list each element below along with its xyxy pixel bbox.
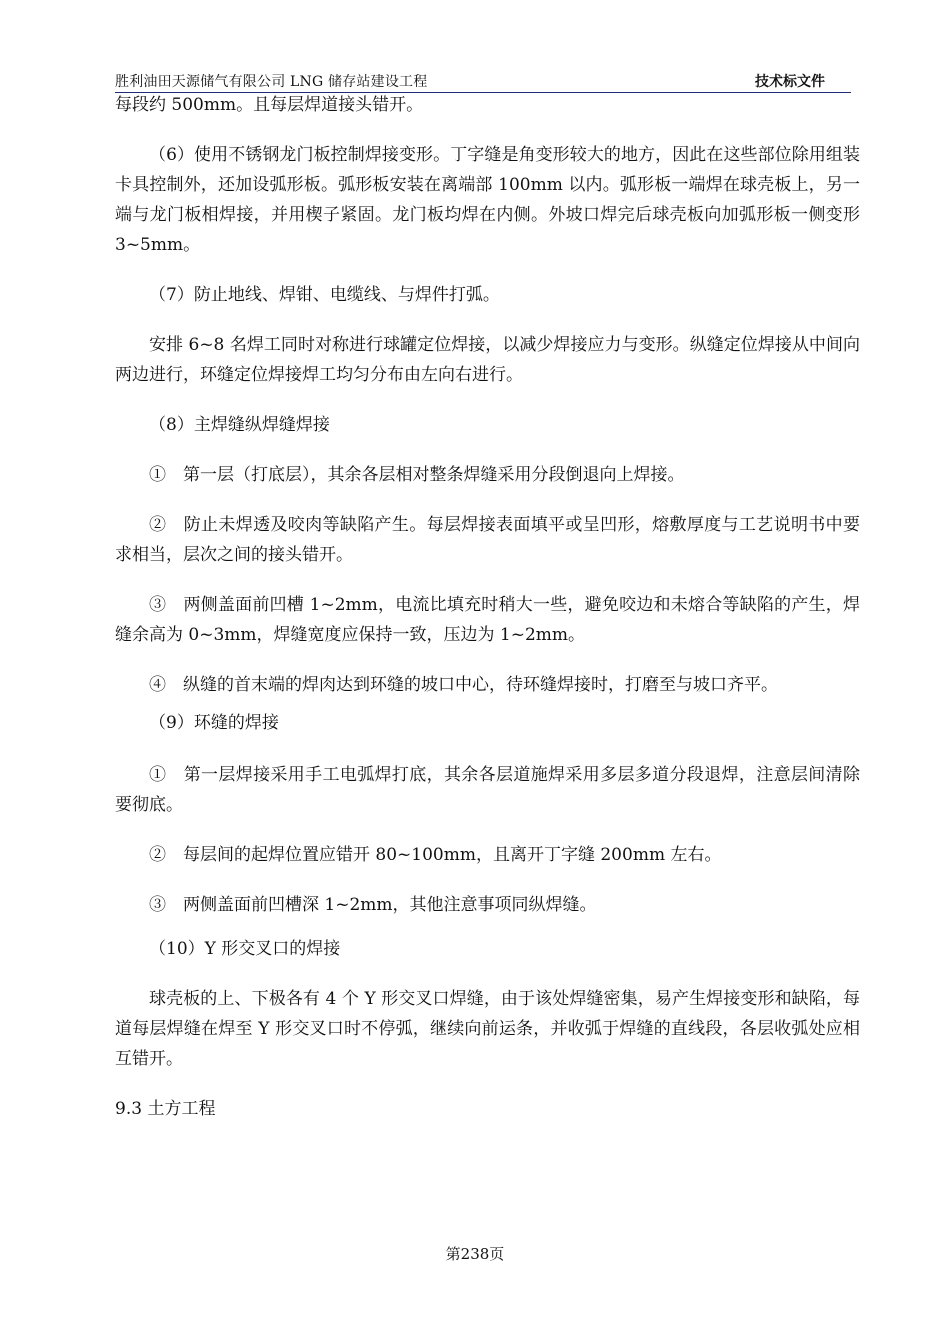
paragraph-tack-welding: 安排 6~8 名焊工同时对称进行球罐定位焊接，以减少焊接应力与变形。纵缝定位焊接从中间向两边进行，环缝定位焊接焊工均匀分布由左向右进行。 (115, 335, 860, 385)
paragraph-item-6: （6）使用不锈钢龙门板控制焊接变形。丁字缝是角变形较大的地方，因此在这些部位除用组装卡具控制外，还加设弧形板。弧形板安装在离端部 100mm 以内。弧形板一端焊在球壳板上，另一端与龙门板相焊接，并用楔子紧固。龙门板均焊在内侧。外坡口焊完后球壳板向加弧形板一侧变形 3~5mm。 (115, 145, 860, 255)
document-body (115, 90, 860, 1124)
paragraph-item-9-heading: （9）环缝的焊接 (149, 713, 279, 733)
paragraph-item-8-step-3: ③ 两侧盖面前凹槽 1~2mm，电流比填充时稍大一些，避免咬边和未熔合等缺陷的产生，焊缝余高为 0~3mm，焊缝宽度应保持一致，压边为 1~2mm。 (115, 595, 860, 645)
header-project-name: 胜利油田天源储气有限公司 LNG 储存站建设工程 (115, 74, 428, 90)
paragraph-item-9-step-2: ② 每层间的起焊位置应错开 80~100mm，且离开丁字缝 200mm 左右。 (149, 845, 722, 865)
paragraph-continuation: 每段约 500mm。且每层焊道接头错开。 (115, 95, 424, 115)
paragraph-item-8-step-1: ① 第一层（打底层），其余各层相对整条焊缝采用分段倒退向上焊接。 (149, 465, 685, 485)
paragraph-item-8-step-4: ④ 纵缝的首末端的焊肉达到环缝的坡口中心，待环缝焊接时，打磨至与坡口齐平。 (149, 675, 778, 695)
header-document-type: 技术标文件 (755, 74, 825, 90)
paragraph-item-9-step-3: ③ 两侧盖面前凹槽深 1~2mm，其他注意事项同纵焊缝。 (149, 895, 597, 915)
paragraph-y-junction: 球壳板的上、下极各有 4 个 Y 形交叉口焊缝，由于该处焊缝密集，易产生焊接变形和缺陷，每道每层焊缝在焊至 Y 形交叉口时不停弧，继续向前运条，并收弧于焊缝的直线段，各层收弧处应相互错开。 (115, 989, 860, 1069)
paragraph-item-10-heading: （10）Y 形交叉口的焊接 (149, 939, 341, 959)
paragraph-item-9-step-1: ① 第一层焊接采用手工电弧焊打底，其余各层道施焊采用多层多道分段退焊，注意层间清除要彻底。 (115, 765, 860, 815)
page-number: 第238页 (445, 1245, 505, 1263)
section-heading-9-3: 9.3 土方工程 (115, 1099, 216, 1119)
paragraph-item-8-heading: （8）主焊缝纵焊缝焊接 (149, 415, 330, 435)
paragraph-item-7: （7）防止地线、焊钳、电缆线、与焊件打弧。 (149, 285, 500, 305)
paragraph-item-8-step-2: ② 防止未焊透及咬肉等缺陷产生。每层焊接表面填平或呈凹形，熔敷厚度与工艺说明书中要求相当，层次之间的接头错开。 (115, 515, 860, 565)
